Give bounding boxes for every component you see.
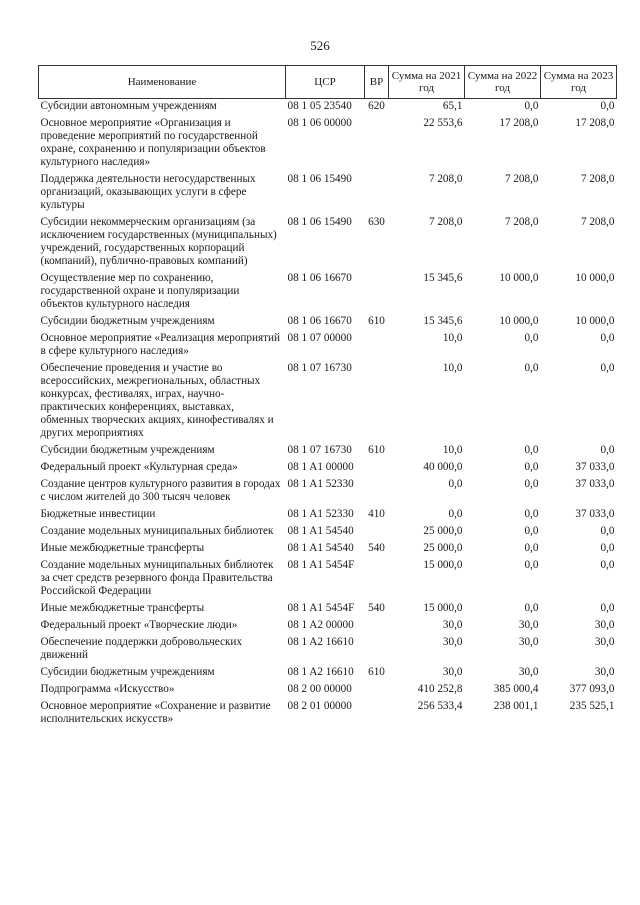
- table-row: [39, 477, 617, 507]
- row-sum-2022: 238 001,1: [493, 700, 539, 712]
- table-row: [39, 99, 617, 117]
- row-sum-2021: 0,0: [448, 478, 463, 490]
- header-sum-2021: Сумма на 2021 год: [389, 66, 465, 99]
- row-sum-2021: 25 000,0: [423, 525, 463, 537]
- row-sum-2021: 7 208,0: [428, 216, 463, 228]
- row-name: Субсидии некоммерческим организациям (за исключением государственных (муниципальных) учреждений, государственных корпораций (компаний), публично-правовых компаний): [40, 216, 277, 267]
- row-vr-code: [365, 699, 389, 729]
- row-vr-code: [365, 618, 389, 635]
- header-sum-2022: Сумма на 2022 год: [465, 66, 541, 99]
- row-vr-code: 620: [368, 100, 385, 112]
- row-sum-2023: 0,0: [600, 525, 615, 537]
- row-csr-code: 08 2 00 00000: [287, 683, 352, 695]
- row-sum-2021: 30,0: [442, 619, 463, 631]
- row-sum-2021: 15 345,6: [423, 272, 463, 284]
- row-vr-code: 610: [368, 666, 385, 678]
- row-sum-2021: 30,0: [442, 636, 463, 648]
- row-sum-2022: 0,0: [524, 100, 539, 112]
- row-name: Создание центров культурного развития в городах с числом жителей до 300 тысяч человек: [40, 478, 281, 503]
- row-csr-code: 08 1 06 15490: [287, 173, 352, 185]
- row-csr-code: 08 1 A1 54540: [287, 542, 354, 554]
- row-csr-code: 08 1 06 15490: [287, 216, 352, 228]
- row-sum-2022: 30,0: [518, 636, 539, 648]
- row-sum-2021: 15 000,0: [423, 559, 463, 571]
- row-csr-code: 08 1 06 16670: [287, 272, 352, 284]
- table-row: [39, 601, 617, 618]
- row-csr-code: 08 1 A2 16610: [287, 666, 354, 678]
- table-row: [39, 682, 617, 699]
- row-name: Основное мероприятие «Организация и проведение мероприятий по государственной охране, сохранению и популяризации объектов культурного наследия»: [40, 117, 266, 168]
- row-csr-code: 08 1 07 00000: [287, 332, 352, 344]
- row-vr-code: 540: [368, 542, 385, 554]
- row-sum-2022: 0,0: [524, 478, 539, 490]
- table-row: [39, 116, 617, 172]
- row-vr-code: [365, 558, 389, 601]
- table-row: [39, 314, 617, 331]
- row-name: Субсидии автономным учреждениям: [40, 100, 217, 112]
- row-sum-2023: 37 033,0: [575, 478, 615, 490]
- row-csr-code: 08 1 06 16670: [287, 315, 352, 327]
- row-vr-code: [365, 477, 389, 507]
- row-sum-2022: 10 000,0: [499, 315, 539, 327]
- row-csr-code: 08 1 A2 00000: [287, 619, 354, 631]
- row-sum-2022: 0,0: [524, 444, 539, 456]
- row-csr-code: 08 1 A1 00000: [287, 461, 354, 473]
- row-vr-code: 540: [368, 602, 385, 614]
- row-name: Основное мероприятие «Реализация мероприятий в сфере культурного наследия»: [40, 332, 280, 357]
- row-sum-2023: 0,0: [600, 602, 615, 614]
- table-header-row: [39, 66, 617, 99]
- row-sum-2022: 30,0: [518, 666, 539, 678]
- page-number: 526: [310, 38, 330, 53]
- row-name: Подпрограмма «Искусство»: [40, 683, 175, 695]
- table-row: [39, 524, 617, 541]
- row-sum-2022: 30,0: [518, 619, 539, 631]
- row-sum-2023: 235 525,1: [569, 700, 615, 712]
- row-sum-2021: 40 000,0: [423, 461, 463, 473]
- row-sum-2023: 0,0: [600, 542, 615, 554]
- row-name: Осуществление мер по сохранению, государственной охране и популяризации объектов культурного наследия: [40, 272, 240, 310]
- row-name: Основное мероприятие «Сохранение и развитие исполнительских искусств»: [40, 700, 271, 725]
- row-vr-code: 610: [368, 444, 385, 456]
- row-sum-2021: 30,0: [442, 666, 463, 678]
- row-sum-2023: 7 208,0: [580, 173, 615, 185]
- row-sum-2021: 25 000,0: [423, 542, 463, 554]
- row-csr-code: 08 2 01 00000: [287, 700, 352, 712]
- budget-table: [38, 65, 617, 729]
- row-csr-code: 08 1 A1 52330: [287, 508, 354, 520]
- row-sum-2022: 0,0: [524, 602, 539, 614]
- table-row: [39, 635, 617, 665]
- row-vr-code: [365, 682, 389, 699]
- row-vr-code: [365, 172, 389, 215]
- row-sum-2023: 30,0: [594, 636, 615, 648]
- row-sum-2021: 10,0: [442, 362, 463, 374]
- row-sum-2023: 37 033,0: [575, 508, 615, 520]
- row-name: Субсидии бюджетным учреждениям: [40, 444, 215, 456]
- row-csr-code: 08 1 07 16730: [287, 362, 352, 374]
- row-sum-2022: 385 000,4: [493, 683, 539, 695]
- row-sum-2023: 10 000,0: [575, 272, 615, 284]
- row-name: Обеспечение проведения и участие во всероссийских, межрегиональных, областных конкурсах, фестивалях, играх, научно-практических конференциях, выставках, обменных творческих акциях, кинофестивалях и других мероприятиях: [40, 362, 274, 439]
- row-sum-2022: 0,0: [524, 525, 539, 537]
- row-csr-code: 08 1 A1 54540: [287, 525, 354, 537]
- row-sum-2021: 410 252,8: [417, 683, 463, 695]
- table-row: [39, 541, 617, 558]
- row-sum-2023: 10 000,0: [575, 315, 615, 327]
- row-name: Федеральный проект «Культурная среда»: [40, 461, 238, 473]
- row-name: Иные межбюджетные трансферты: [40, 602, 205, 614]
- row-vr-code: [365, 635, 389, 665]
- row-sum-2022: 0,0: [524, 362, 539, 374]
- table-row: [39, 361, 617, 443]
- row-vr-code: [365, 361, 389, 443]
- row-name: Создание модельных муниципальных библиотек: [40, 525, 274, 537]
- row-sum-2022: 7 208,0: [504, 173, 539, 185]
- row-sum-2021: 65,1: [442, 100, 463, 112]
- row-sum-2023: 377 093,0: [569, 683, 615, 695]
- table-row: [39, 507, 617, 524]
- row-sum-2021: 15 345,6: [423, 315, 463, 327]
- row-sum-2021: 22 553,6: [423, 117, 463, 129]
- row-sum-2021: 0,0: [448, 508, 463, 520]
- header-name: Наименование: [39, 66, 286, 99]
- row-sum-2022: 0,0: [524, 508, 539, 520]
- table-row: [39, 558, 617, 601]
- row-name: Субсидии бюджетным учреждениям: [40, 315, 215, 327]
- row-sum-2021: 15 000,0: [423, 602, 463, 614]
- table-row: [39, 665, 617, 682]
- row-sum-2022: 10 000,0: [499, 272, 539, 284]
- table-row: [39, 618, 617, 635]
- row-sum-2021: 10,0: [442, 444, 463, 456]
- row-name: Федеральный проект «Творческие люди»: [40, 619, 238, 631]
- table-row: [39, 443, 617, 460]
- row-sum-2023: 37 033,0: [575, 461, 615, 473]
- row-vr-code: [365, 271, 389, 314]
- row-sum-2022: 7 208,0: [504, 216, 539, 228]
- row-name: Создание модельных муниципальных библиотек за счет средств резервного фонда Правительства Российской Федерации: [40, 559, 274, 597]
- header-csr: ЦСР: [286, 66, 365, 99]
- row-sum-2023: 0,0: [600, 559, 615, 571]
- row-sum-2022: 0,0: [524, 559, 539, 571]
- row-name: Бюджетные инвестиции: [40, 508, 156, 520]
- row-sum-2023: 0,0: [600, 362, 615, 374]
- row-sum-2023: 0,0: [600, 444, 615, 456]
- table-row: [39, 331, 617, 361]
- table-row: [39, 172, 617, 215]
- row-vr-code: [365, 460, 389, 477]
- row-vr-code: [365, 116, 389, 172]
- row-csr-code: 08 1 06 00000: [287, 117, 352, 129]
- row-sum-2021: 256 533,4: [417, 700, 463, 712]
- header-vr: ВР: [365, 66, 389, 99]
- row-vr-code: [365, 524, 389, 541]
- row-csr-code: 08 1 A2 16610: [287, 636, 354, 648]
- row-vr-code: 630: [368, 216, 385, 228]
- row-csr-code: 08 1 A1 5454F: [287, 602, 355, 614]
- row-name: Поддержка деятельности негосударственных организаций, оказывающих услуги в сфере культуры: [40, 173, 256, 211]
- row-sum-2023: 0,0: [600, 332, 615, 344]
- table-row: [39, 699, 617, 729]
- row-sum-2022: 0,0: [524, 461, 539, 473]
- row-sum-2023: 30,0: [594, 666, 615, 678]
- row-csr-code: 08 1 07 16730: [287, 444, 352, 456]
- row-sum-2022: 0,0: [524, 332, 539, 344]
- row-name: Обеспечение поддержки добровольческих движений: [40, 636, 242, 661]
- row-vr-code: [365, 331, 389, 361]
- row-sum-2021: 10,0: [442, 332, 463, 344]
- row-name: Субсидии бюджетным учреждениям: [40, 666, 215, 678]
- row-name: Иные межбюджетные трансферты: [40, 542, 205, 554]
- row-sum-2023: 30,0: [594, 619, 615, 631]
- row-sum-2023: 0,0: [600, 100, 615, 112]
- header-sum-2023: Сумма на 2023 год: [541, 66, 617, 99]
- row-sum-2023: 17 208,0: [575, 117, 615, 129]
- row-csr-code: 08 1 05 23540: [287, 100, 352, 112]
- row-sum-2021: 7 208,0: [428, 173, 463, 185]
- row-vr-code: 610: [368, 315, 385, 327]
- row-csr-code: 08 1 A1 5454F: [287, 559, 355, 571]
- row-sum-2022: 0,0: [524, 542, 539, 554]
- row-vr-code: 410: [368, 508, 385, 520]
- table-row: [39, 271, 617, 314]
- row-sum-2022: 17 208,0: [499, 117, 539, 129]
- row-sum-2023: 7 208,0: [580, 216, 615, 228]
- row-csr-code: 08 1 A1 52330: [287, 478, 354, 490]
- table-row: [39, 460, 617, 477]
- table-row: [39, 215, 617, 271]
